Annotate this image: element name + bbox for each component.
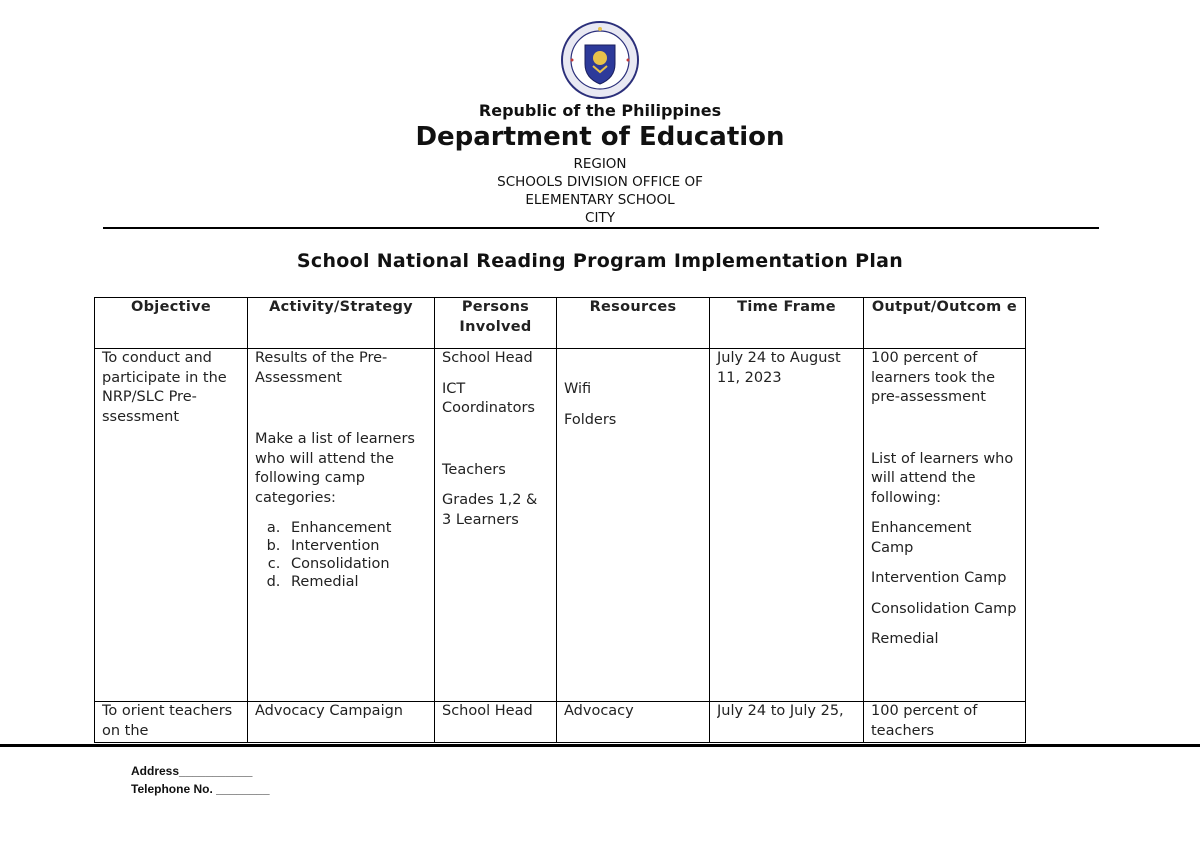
header-divider: [103, 227, 1099, 229]
resource-item: Folders: [564, 411, 617, 428]
column-header: Objective: [95, 298, 248, 349]
person-item: Teachers: [442, 461, 506, 478]
list-item: a. Enhancement: [285, 519, 427, 537]
output-item: Remedial: [871, 631, 939, 647]
person-item: Grades 1,2 & 3 Learners: [442, 492, 538, 528]
person-item: School Head: [442, 350, 533, 366]
activity-text: Advocacy Campaign: [255, 703, 403, 719]
resource-item: Wifi: [564, 381, 592, 397]
resources-cell: [557, 702, 710, 743]
time-frame-text: July 24 to July 25,: [717, 703, 844, 719]
output-item: Enhancement Camp: [871, 520, 972, 556]
column-header: Activity/Strategy: [248, 298, 435, 349]
activity-cell: [248, 702, 435, 743]
output-text: 100 percent of learners took the pre-assessment: [871, 350, 996, 405]
column-header: Output/Outcom e: [864, 298, 1026, 349]
table-row: [95, 702, 1026, 743]
republic-heading: Republic of the Philippines: [478, 101, 722, 120]
implementation-plan-table: [94, 297, 1026, 743]
department-heading: Department of Education: [415, 122, 785, 152]
column-header: Persons Involved: [435, 298, 557, 349]
objective-cell: [95, 349, 248, 702]
activity-cell: [248, 349, 435, 702]
list-item: c. Consolidation: [285, 555, 427, 573]
column-header: Resources: [557, 298, 710, 349]
table-header-row: [95, 298, 1026, 349]
footer-divider: [0, 744, 1200, 747]
time-frame-text: July 24 to August 11, 2023: [717, 350, 841, 386]
resource-item: Advocacy: [564, 703, 634, 719]
school-line: ELEMENTARY SCHOOL: [525, 192, 675, 208]
telephone-line: Telephone No. ________: [131, 782, 270, 796]
list-item: d. Remedial: [285, 573, 427, 591]
objective-text: To conduct and participate in the NRP/SLC Pre-ssessment: [102, 350, 227, 425]
camp-list: [255, 519, 427, 591]
output-text: List of learners who will attend the following:: [871, 450, 1014, 506]
person-item: School Head: [442, 703, 533, 719]
activity-text: Results of the Pre-Assessment: [255, 350, 388, 386]
column-header: Time Frame: [710, 298, 864, 349]
objective-cell: [95, 702, 248, 743]
activity-text: Make a list of learners who will attend the following camp categories:: [255, 431, 415, 506]
output-item: Intervention Camp: [871, 570, 1007, 586]
table-row: [95, 349, 1026, 702]
persons-cell: [435, 702, 557, 743]
output-text: 100 percent of teachers: [871, 703, 978, 739]
objective-text: To orient teachers on the: [102, 703, 233, 739]
output-cell: [864, 349, 1026, 702]
city-line: CITY: [585, 210, 615, 226]
division-line: SCHOOLS DIVISION OFFICE OF: [497, 174, 703, 190]
persons-cell: [435, 349, 557, 702]
output-cell: [864, 702, 1026, 743]
time-frame-cell: [710, 702, 864, 743]
deped-seal-icon: [560, 20, 640, 100]
time-frame-cell: [710, 349, 864, 702]
plan-title: School National Reading Program Implementation Plan: [296, 250, 904, 272]
address-line: Address___________: [131, 764, 253, 778]
resources-cell: [557, 349, 710, 702]
output-item: Consolidation Camp: [871, 600, 1017, 617]
list-item: b. Intervention: [285, 537, 427, 555]
region-line: REGION: [573, 156, 627, 172]
person-item: ICT Coordinators: [442, 380, 535, 416]
